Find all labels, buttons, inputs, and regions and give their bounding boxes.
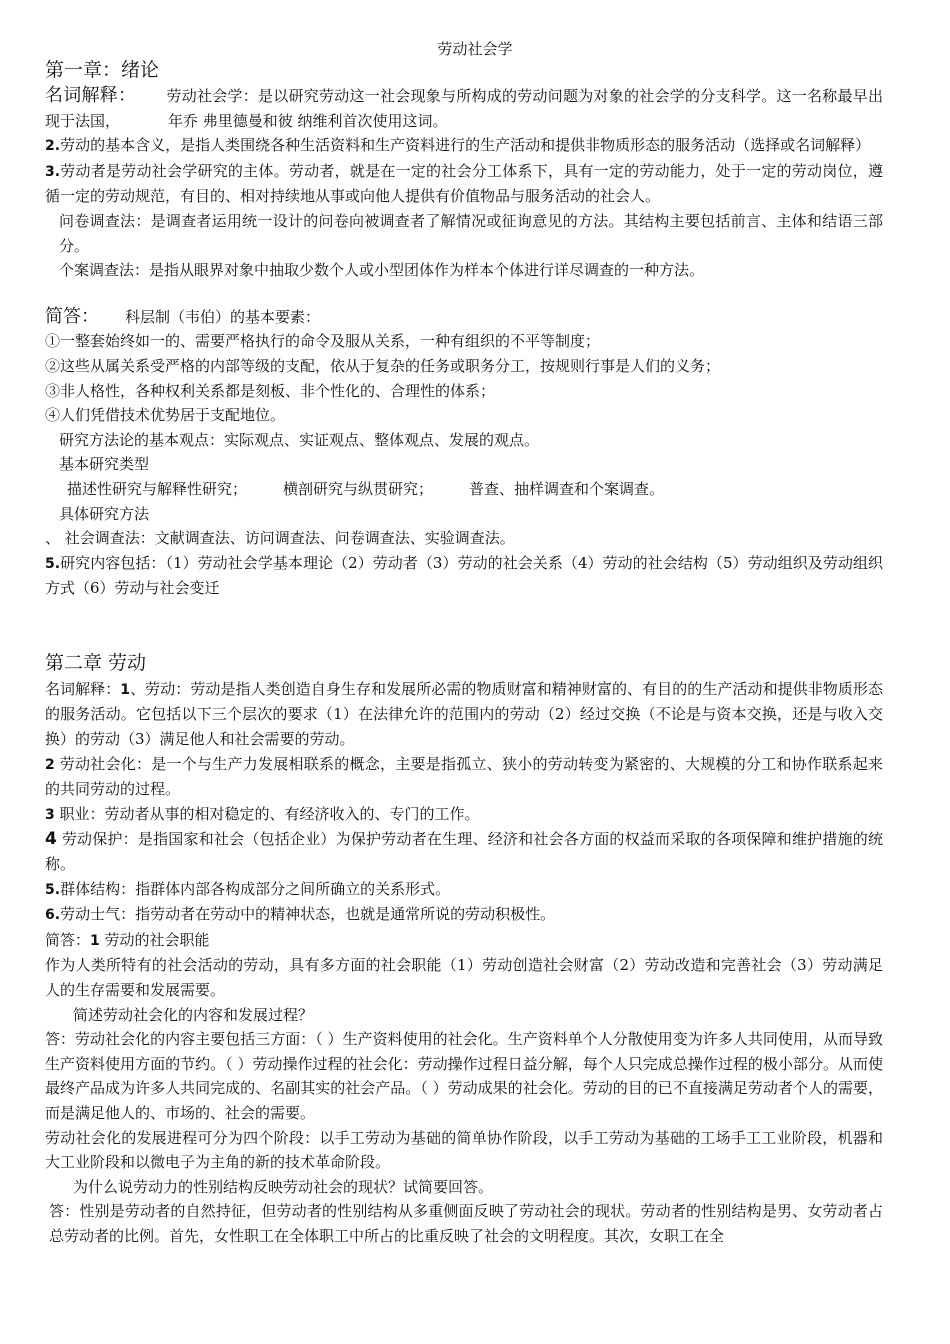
ch1-research-types-heading: 基本研究类型 xyxy=(59,455,150,474)
chapter1-heading: 第一章：绪论 xyxy=(45,59,160,81)
ch2-definition-4: 4 劳动保护：是指国家和社会（包括企业）为保护劳动者在生理、经济和社会各方面的权益而采取的各项保障和维护措施的统称。 xyxy=(45,829,883,874)
ch1-methods-heading: 具体研究方法 xyxy=(59,504,150,523)
ch1-definition-5: 个案调查法：是指从眼界对象中抽取少数个人或小型团体作为样本个体进行详尽调查的一种方法。 xyxy=(59,261,705,280)
ch1-definition-3: 3.劳动者是劳动社会学研究的主体。劳动者，就是在一定的社会分工体系下，具有一定的劳动能力，处于一定的劳动岗位，遵循一定的劳动规范，有目的、相对持续地从事或向他人提供有价值物品与服务活动的社会人。 xyxy=(45,161,883,206)
ch1-definition-1: 名词解释： 劳动社会学：是以研究劳动这一社会现象与所构成的劳动问题为对象的社会学的分支科学。这一名称最早出现于法国， 年乔 弗里德曼和彼 纳维利首次使用这词。 xyxy=(45,85,883,130)
chapter2-heading: 第二章 劳动 xyxy=(45,651,147,674)
ch1-short-answer-1: 简答： 科层制（韦伯）的基本要素： xyxy=(45,305,321,327)
ch1-research-content: 5.研究内容包括：（1）劳动社会学基本理论（2）劳动者（3）劳动的社会关系（4）劳动的社会结构（5）劳动组织及劳动组织方式（6）劳动与社会变迁 xyxy=(45,553,883,598)
ch1-definition-4: 问卷调查法：是调查者运用统一设计的问卷向被调查者了解情况或征询意见的方法。其结构主要包括前言、主体和结语三部分。 xyxy=(59,211,883,255)
ch2-answer-2b: 劳动社会化的发展进程可分为四个阶段：以手工劳动为基础的简单协作阶段，以手工劳动为基础的工场手工工业阶段，机器和大工业阶段和以微电子为主角的新的技术革命阶段。 xyxy=(45,1128,883,1172)
ch2-definition-5: 5.群体结构：指群体内部各构成部分之间所确立的关系形式。 xyxy=(45,879,451,898)
document-body xyxy=(45,56,883,1249)
ch2-definition-2: 2 劳动社会化：是一个与生产力发展相联系的概念，主要是指孤立、狭小的劳动转变为紧密的、大规模的分工和协作联系起来的共同劳动的过程。 xyxy=(45,754,883,799)
document-title: 劳动社会学 xyxy=(437,40,513,58)
ch2-definition-6: 6.劳动士气：指劳动者在劳动中的精神状态，也就是通常所说的劳动积极性。 xyxy=(45,905,556,924)
ch1-item-1: ①一整套始终如一的、需要严格执行的命令及服从关系，一种有组织的不平等制度； xyxy=(45,332,601,351)
ch1-definition-2: 2.劳动的基本含义，是指人类围绕各种生活资料和生产资料进行的生产活动和提供非物质形态的服务活动（选择或名词解释） xyxy=(45,136,871,155)
ch1-research-types: 描述性研究与解释性研究； 横剖研究与纵贯研究； 普查、抽样调查和个案调查。 xyxy=(67,479,665,498)
ch1-item-2: ②这些从属关系受严格的内部等级的支配，依从于复杂的任务或职务分工，按规则行事是人们的义务； xyxy=(45,356,721,375)
ch2-question-2: 简述劳动社会化的内容和发展过程？ xyxy=(73,1005,314,1024)
ch1-methodology: 研究方法论的基本观点：实际观点、实证观点、整体观点、发展的观点。 xyxy=(59,430,540,449)
ch2-short-answer-1: 简答：1 劳动的社会职能 xyxy=(45,930,210,949)
ch1-item-4: ④人们凭借技术优势居于支配地位。 xyxy=(45,406,286,425)
ch2-answer-2: 答：劳动社会化的内容主要包括三方面：（ ）生产资料使用的社会化。生产资料单个人分散使用变为许多人共同使用，从而导致生产资料使用方面的节约。（ ）劳动操作过程的社会化：劳动操作过程日益分解，每个人只完成总操作过程的极小部分。从而使最终产品成为许多人共同完成的、名副其实的社会产品。（ ）劳动成果的社会化。劳动的目的已不直接满足劳动者个人的需要，而是满足他人的、市场的、社会的需要。 xyxy=(45,1030,883,1122)
ch1-methods: 、 社会调查法：文献调查法、访问调查法、问卷调查法、实验调查法。 xyxy=(45,529,515,548)
ch2-question-3: 为什么说劳动力的性别结构反映劳动社会的现状？试简要回答。 xyxy=(73,1177,494,1196)
ch1-item-3: ③非人格性，各种权利关系都是刻板、非个性化的、合理性的体系； xyxy=(45,381,496,400)
ch2-definition-1: 名词解释：1、劳动：劳动是指人类创造自身生存和发展所必需的物质财富和精神财富的、有目的的生产活动和提供非物质形态的服务活动。它包括以下三个层次的要求（1）在法律允许的范围内的劳动（2）经过交换（不论是与资本交换，还是与收入交换）的劳动（3）满足他人和社会需要的劳动。 xyxy=(45,679,883,749)
ch2-answer-3: 答：性别是劳动者的自然持征，但劳动者的性别结构从多重侧面反映了劳动社会的现状。劳动者的性别结构是男、女劳动者占总劳动者的比例。首先，女性职工在全体职工中所占的比重反映了社会的文明程度。其次，女职工在全 xyxy=(49,1202,883,1245)
ch2-definition-3: 3 职业：劳动者从事的相对稳定的、有经济收入的、专门的工作。 xyxy=(45,804,480,823)
ch2-answer-1: 作为人类所特有的社会活动的劳动，具有多方面的社会职能（1）劳动创造社会财富（2）劳动改造和完善社会（3）劳动满足人的生存需要和发展需要。 xyxy=(45,956,883,999)
